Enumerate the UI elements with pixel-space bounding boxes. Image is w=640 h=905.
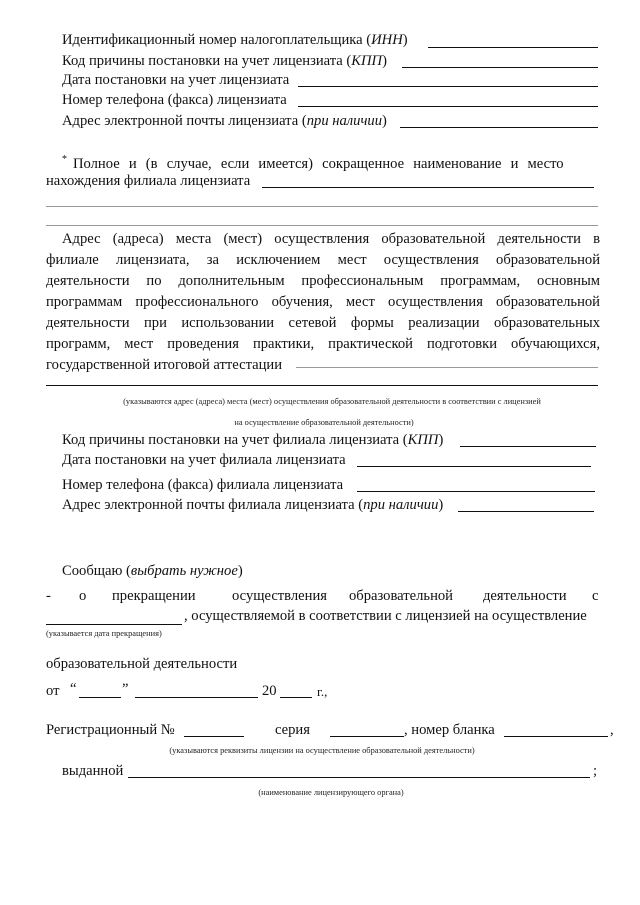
registration-blank-number[interactable]	[504, 736, 608, 737]
branch-address-line: деятельности при использовании сетевой формы реализации образовательных	[46, 315, 600, 331]
field-email-note: при наличии	[306, 113, 383, 129]
report-year-prefix: 20	[262, 683, 277, 699]
branch-field-kpp-label: Код причины постановки на учет филиала лицензиата (	[62, 432, 408, 448]
issued-semicolon: ;	[593, 763, 598, 779]
report-year-suffix: г.,	[317, 684, 328, 699]
branch-name-blank1[interactable]	[262, 187, 594, 188]
field-kpp-abbr: КПП	[351, 53, 383, 69]
branch-field-date	[62, 450, 346, 470]
field-inn-blank[interactable]	[428, 47, 598, 48]
branch-address-blank2[interactable]	[46, 385, 598, 386]
branch-address-line: Адрес (адреса) места (мест) осуществления образовательной деятельности в	[62, 231, 600, 247]
report-word: осуществления	[232, 588, 327, 604]
field-email-label: Адрес электронной почты лицензиата (	[62, 113, 307, 129]
report-word: о	[79, 588, 87, 604]
report-quote-close: ”	[122, 681, 129, 697]
registration-series-blank[interactable]	[330, 736, 404, 737]
report-day-blank[interactable]	[79, 697, 121, 698]
report-word: прекращении	[112, 588, 196, 604]
field-email-blank[interactable]	[400, 127, 598, 128]
field-phone	[62, 90, 287, 110]
field-kpp-blank[interactable]	[402, 67, 598, 68]
registration-number-blank[interactable]	[184, 736, 244, 737]
field-kpp-close: )	[382, 53, 387, 69]
field-inn-close: )	[402, 32, 408, 48]
report-heading-note: выбрать нужное	[130, 563, 238, 579]
field-email	[62, 111, 387, 131]
branch-address-line: программ, мест проведения практики, практической подготовки обучающихся,	[46, 336, 600, 352]
field-kpp-label: Код причины постановки на учет лицензиата (	[62, 53, 352, 69]
branch-address-line: программам профессионального обучения, мест осуществления образовательной	[46, 294, 600, 310]
branch-field-date-label: Дата постановки на учет филиала лицензиата	[62, 452, 346, 468]
branch-address-line-last: государственной итоговой аттестации	[46, 357, 283, 373]
branch-field-kpp-abbr: КПП	[407, 432, 439, 448]
branch-address-blank1[interactable]	[296, 367, 598, 368]
branch-field-phone-blank[interactable]	[357, 491, 595, 492]
branch-address-line: филиале лицензиата, за исключением мест осуществления образовательной	[46, 252, 600, 268]
branch-field-email-note: при наличии	[363, 497, 439, 513]
report-date-hint: (указывается дата прекращения)	[46, 629, 162, 638]
branch-field-email	[62, 495, 443, 515]
branch-name-blank2[interactable]	[46, 206, 598, 207]
branch-field-phone-label: Номер телефона (факса) филиала лицензиата	[62, 477, 344, 493]
field-inn-label: Идентификационный номер налогоплательщика (	[62, 32, 372, 48]
field-reg-date	[62, 70, 289, 90]
report-month-blank[interactable]	[135, 697, 258, 698]
branch-name-text1: Полное и (в случае, если имеется) сокращенное наименование и место	[73, 156, 564, 172]
field-email-close: )	[382, 113, 387, 129]
field-reg-date-label: Дата постановки на учет лицензиата	[62, 72, 290, 88]
report-line2: , осуществляемой в соответствии с лицензией на осуществление	[184, 608, 587, 624]
branch-address-hint1: (указываются адрес (адреса) места (мест) осуществления образовательной деятельности в соответствии с лицензией	[123, 397, 541, 406]
branch-field-kpp-close: )	[438, 432, 444, 448]
field-inn-abbr: ИНН	[371, 32, 403, 48]
registration-series-label: серия	[275, 722, 310, 738]
registration-label: Регистрационный №	[46, 722, 175, 738]
registration-blank-label: , номер бланка	[404, 722, 495, 738]
footnote-star: *	[62, 154, 67, 165]
report-heading-close: )	[237, 563, 243, 579]
branch-name-blank3[interactable]	[46, 225, 598, 226]
report-from: от	[46, 683, 60, 699]
report-dash: -	[46, 588, 51, 604]
branch-address-paragraph	[46, 229, 600, 376]
branch-name-text2: нахождения филиала лицензиата	[46, 173, 251, 189]
registration-hint: (указываются реквизиты лицензии на осуществление образовательной деятельности)	[169, 746, 475, 755]
branch-name-line2	[46, 171, 250, 191]
field-reg-date-blank[interactable]	[298, 86, 598, 87]
report-line3: образовательной деятельности	[46, 656, 238, 672]
report-word: деятельности	[483, 588, 567, 604]
branch-field-date-blank[interactable]	[357, 466, 591, 467]
report-word: с	[592, 588, 599, 604]
issued-authority-blank[interactable]	[128, 777, 590, 778]
field-inn	[62, 30, 408, 50]
report-heading-label: Сообщаю (	[62, 563, 131, 579]
field-phone-label: Номер телефона (факса) лицензиата	[62, 92, 287, 108]
branch-field-kpp-blank[interactable]	[460, 446, 596, 447]
report-year-blank[interactable]	[280, 697, 312, 698]
issued-label: выданной	[62, 763, 124, 779]
issued-authority-hint: (наименование лицензирующего органа)	[258, 788, 404, 797]
branch-address-hint2: на осуществление образовательной деятельности)	[234, 418, 414, 427]
report-date-blank[interactable]	[46, 624, 182, 625]
report-quote-open: “	[70, 681, 77, 697]
field-kpp	[62, 51, 387, 71]
report-word: образовательной	[349, 588, 453, 604]
branch-address-line: деятельности по дополнительным профессиональным программам, основным	[46, 273, 600, 289]
branch-field-email-close: )	[438, 497, 444, 513]
report-heading	[62, 561, 243, 581]
field-phone-blank[interactable]	[298, 106, 598, 107]
branch-field-kpp	[62, 430, 443, 450]
branch-field-email-blank[interactable]	[458, 511, 594, 512]
registration-comma: ,	[610, 722, 614, 738]
branch-field-phone	[62, 475, 343, 495]
branch-field-email-label: Адрес электронной почты филиала лицензиата (	[62, 497, 364, 513]
